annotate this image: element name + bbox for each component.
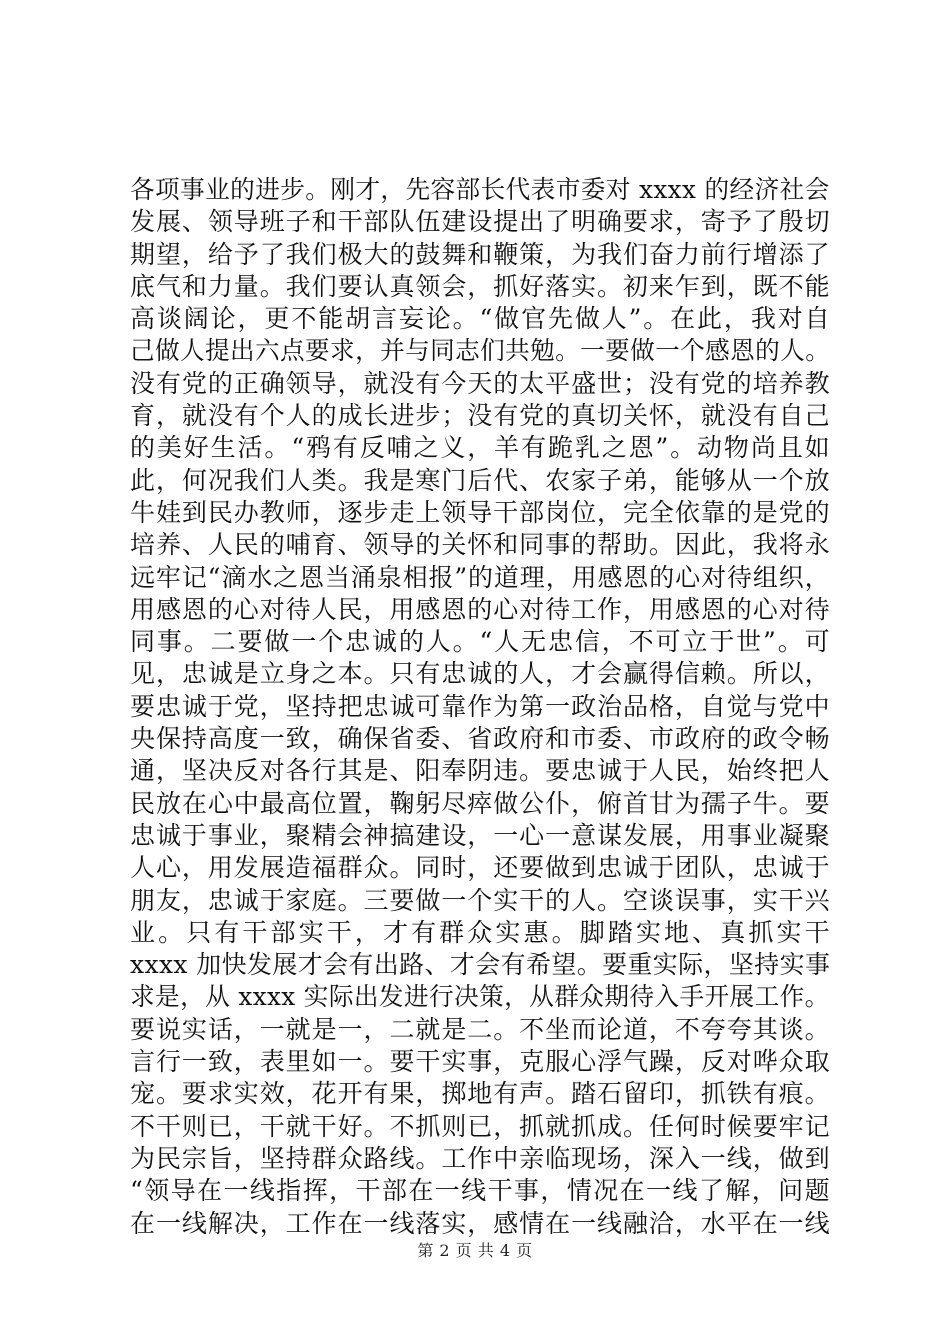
text-line: xxxx 加快发展才会有出路、才会有希望。要重实际，坚持实事 bbox=[130, 950, 831, 980]
text-line: 此，何况我们人类。我是寒门后代、农家子弟，能够从一个放 bbox=[130, 465, 830, 495]
text-line: 央保持高度一致，确保省委、省政府和市委、市政府的政令畅 bbox=[130, 724, 830, 754]
text-line: 宠。要求实效，花开有果，掷地有声。踏石留印，抓铁有痕。 bbox=[130, 1079, 830, 1109]
body-text bbox=[130, 174, 830, 1240]
text-line: 民放在心中最高位置，鞠躬尽瘁做公仆，俯首甘为孺子牛。要 bbox=[130, 788, 830, 818]
page-number-footer: 第 2 页 共 4 页 bbox=[417, 1241, 533, 1260]
text-line: 业。只有干部实干，才有群众实惠。脚踏实地、真抓实干 bbox=[130, 917, 830, 947]
text-line: 为民宗旨，坚持群众路线。工作中亲临现场，深入一线，做到 bbox=[130, 1143, 830, 1173]
text-line: 见，忠诚是立身之本。只有忠诚的人，才会赢得信赖。所以， bbox=[130, 659, 830, 689]
text-line: “领导在一线指挥，干部在一线干事，情况在一线了解，问题 bbox=[130, 1176, 830, 1206]
text-line: 言行一致，表里如一。要干实事，克服心浮气躁，反对哗众取 bbox=[130, 1047, 830, 1077]
text-line: 各项事业的进步。刚才，先容部长代表市委对 xxxx 的经济社会 bbox=[130, 175, 830, 204]
text-line: 育，就没有个人的成长进步；没有党的真切关怀，就没有自己 bbox=[130, 401, 830, 431]
text-line: 要忠诚于党，坚持把忠诚可靠作为第一政治品格，自觉与党中 bbox=[130, 691, 830, 721]
text-line: 同事。二要做一个忠诚的人。“人无忠信，不可立于世”。可 bbox=[130, 627, 830, 657]
text-line: 高谈阔论，更不能胡言妄论。“做官先做人”。在此，我对自 bbox=[130, 304, 830, 334]
text-line: 的美好生活。“鸦有反哺之义，羊有跪乳之恩”。动物尚且如 bbox=[130, 433, 830, 463]
text-line: 通，坚决反对各行其是、阳奉阴违。要忠诚于人民，始终把人 bbox=[130, 756, 830, 786]
text-line: 人心，用发展造福群众。同时，还要做到忠诚于团队，忠诚于 bbox=[130, 853, 830, 883]
text-line: 远牢记“滴水之恩当涌泉相报”的道理，用感恩的心对待组织， bbox=[130, 562, 830, 592]
text-line: 底气和力量。我们要认真领会，抓好落实。初来乍到，既不能 bbox=[130, 271, 830, 301]
text-line: 朋友，忠诚于家庭。三要做一个实干的人。空谈误事，实干兴 bbox=[130, 885, 830, 915]
text-line: 培养、人民的哺育、领导的关怀和同事的帮助。因此，我将永 bbox=[130, 530, 830, 560]
text-line: 己做人提出六点要求，并与同志们共勉。一要做一个感恩的人。 bbox=[130, 336, 831, 366]
text-line: 在一线解决，工作在一线落实，感情在一线融洽，水平在一线 bbox=[130, 1208, 830, 1238]
text-line: 发展、领导班子和干部队伍建设提出了明确要求，寄予了殷切 bbox=[130, 207, 830, 237]
text-line: 不干则已，干就干好。不抓则已，抓就抓成。任何时候要牢记 bbox=[130, 1111, 830, 1141]
text-line: 没有党的正确领导，就没有今天的太平盛世；没有党的培养教 bbox=[130, 368, 830, 398]
text-line: 牛娃到民办教师，逐步走上领导干部岗位，完全依靠的是党的 bbox=[130, 497, 830, 527]
text-line: 用感恩的心对待人民，用感恩的心对待工作，用感恩的心对待 bbox=[130, 594, 830, 624]
text-line: 要说实话，一就是一，二就是二。不坐而论道，不夸夸其谈。 bbox=[130, 1014, 830, 1044]
text-line: 忠诚于事业，聚精会神搞建设，一心一意谋发展，用事业凝聚 bbox=[130, 820, 830, 850]
text-line: 求是，从 xxxx 实际出发进行决策，从群众期待入手开展工作。 bbox=[130, 982, 830, 1012]
text-line: 期望，给予了我们极大的鼓舞和鞭策，为我们奋力前行增添了 bbox=[130, 239, 830, 269]
